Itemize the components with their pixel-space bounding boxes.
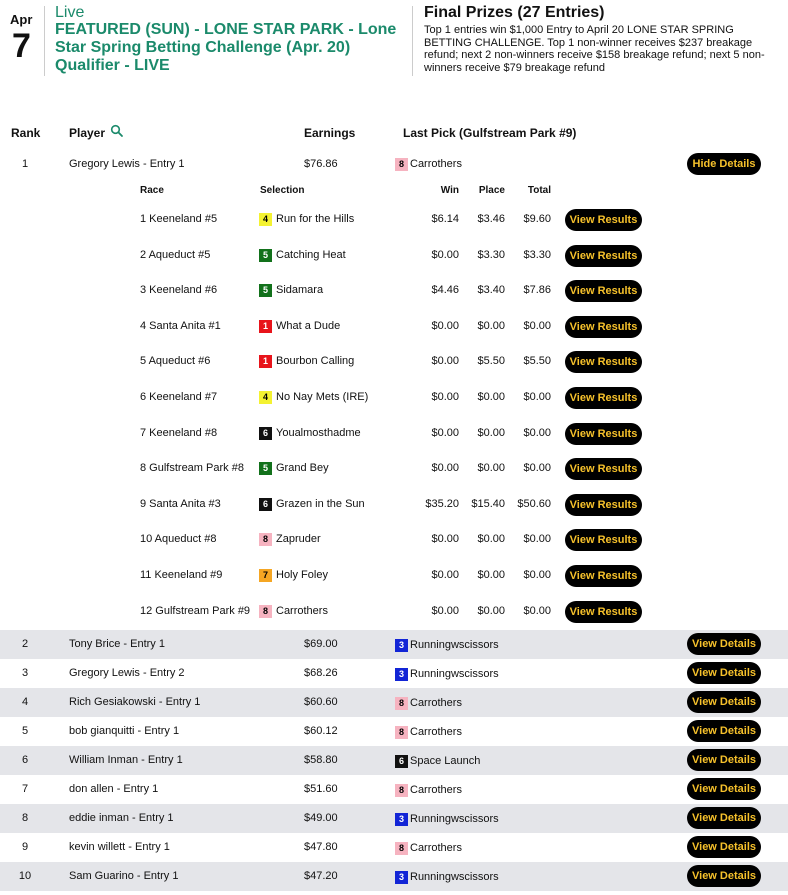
rank-value: 1 <box>21 158 29 170</box>
view-results-button[interactable]: View Results <box>565 565 642 587</box>
rank-value: 6 <box>21 754 29 766</box>
pick-row <box>0 558 788 594</box>
earnings-value: $60.60 <box>304 696 338 708</box>
view-details-button[interactable]: View Details <box>687 807 761 829</box>
rank-value: 8 <box>21 812 29 824</box>
saddle-number: 8 <box>259 533 272 546</box>
horse-name: Grazen in the Sun <box>276 497 365 510</box>
saddle-number: 3 <box>395 639 408 652</box>
place-value: $15.40 <box>471 497 505 510</box>
player-name: Sam Guarino - Entry 1 <box>69 870 179 882</box>
total-value: $5.50 <box>523 355 551 368</box>
win-value: $0.00 <box>431 462 459 475</box>
rank-value: 9 <box>21 841 29 853</box>
total-value: $7.86 <box>523 284 551 297</box>
pick-row <box>0 202 788 238</box>
leaderboard-row <box>0 862 788 891</box>
view-details-button[interactable]: View Details <box>687 778 761 800</box>
saddle-number: 4 <box>259 213 272 226</box>
rank-value: 2 <box>21 638 29 650</box>
leaderboard-row <box>0 717 788 746</box>
win-value: $0.00 <box>431 355 459 368</box>
leaderboard-row <box>0 746 788 775</box>
win-value: $0.00 <box>431 319 459 332</box>
place-value: $0.00 <box>477 426 505 439</box>
earnings-value: $49.00 <box>304 812 338 824</box>
earnings-value: $68.26 <box>304 667 338 679</box>
place-value: $3.30 <box>477 248 505 261</box>
saddle-number: 8 <box>395 842 408 855</box>
view-results-button[interactable]: View Results <box>565 245 642 267</box>
race-name: 9 Santa Anita #3 <box>140 497 221 510</box>
view-results-button[interactable]: View Results <box>565 351 642 373</box>
pick-row <box>0 522 788 558</box>
total-value: $0.00 <box>523 604 551 617</box>
saddle-number: 5 <box>259 284 272 297</box>
place-value: $0.00 <box>477 533 505 546</box>
total-value: $0.00 <box>523 426 551 439</box>
earnings-value: $47.20 <box>304 870 338 882</box>
win-value: $0.00 <box>431 426 459 439</box>
view-details-button[interactable]: View Details <box>687 633 761 655</box>
view-results-button[interactable]: View Results <box>565 280 642 302</box>
view-results-button[interactable]: View Results <box>565 458 642 480</box>
total-value: $9.60 <box>523 213 551 225</box>
total-value: $50.60 <box>517 497 551 510</box>
horse-name: Run for the Hills <box>276 213 355 225</box>
place-column-header: Place <box>478 185 505 196</box>
place-value: $0.00 <box>477 319 505 332</box>
saddle-number: 8 <box>395 784 408 797</box>
horse-name: Bourbon Calling <box>276 355 355 368</box>
player-name: eddie inman - Entry 1 <box>69 812 174 824</box>
saddle-number: 7 <box>259 569 272 582</box>
pick-row <box>0 344 788 380</box>
horse-name: No Nay Mets (IRE) <box>276 391 369 403</box>
earnings-column-header: Earnings <box>304 126 356 140</box>
player-name: don allen - Entry 1 <box>69 783 159 795</box>
rank-value: 3 <box>21 667 29 679</box>
saddle-number: 1 <box>259 320 272 333</box>
pick-row <box>0 380 788 416</box>
view-details-button[interactable]: View Details <box>687 691 761 713</box>
saddle-number: 8 <box>395 697 408 710</box>
place-value: $0.00 <box>477 462 505 475</box>
total-value: $0.00 <box>523 462 551 475</box>
horse-name: Carrothers <box>410 158 462 170</box>
divider <box>44 6 45 76</box>
win-value: $6.14 <box>431 213 459 225</box>
contest-header <box>0 0 788 80</box>
player-name: kevin willett - Entry 1 <box>69 841 170 853</box>
leaderboard-row <box>0 688 788 717</box>
saddle-number: 6 <box>259 498 272 511</box>
race-name: 7 Keeneland #8 <box>140 426 218 439</box>
horse-name: Runningwscissors <box>410 639 499 651</box>
horse-name: Sidamara <box>276 284 324 297</box>
date-month: Apr <box>10 12 33 27</box>
total-value: $0.00 <box>523 569 551 581</box>
horse-name: Carrothers <box>410 784 462 796</box>
earnings-value: $69.00 <box>304 638 338 650</box>
player-column-header: Player <box>69 126 106 140</box>
horse-name: What a Dude <box>276 319 341 332</box>
place-value: $5.50 <box>477 355 505 368</box>
earnings-value: $60.12 <box>304 725 338 737</box>
total-value: $0.00 <box>523 319 551 332</box>
pick-row <box>0 594 788 630</box>
race-name: 12 Gulfstream Park #9 <box>140 604 251 617</box>
race-name: 2 Aqueduct #5 <box>140 248 211 261</box>
place-value: $0.00 <box>477 604 505 617</box>
race-name: 3 Keeneland #6 <box>140 284 218 297</box>
view-results-button[interactable]: View Results <box>565 494 642 516</box>
race-column-header: Race <box>140 185 164 196</box>
pick-row <box>0 487 788 523</box>
saddle-number: 1 <box>259 355 272 368</box>
earnings-value: $76.86 <box>304 158 338 170</box>
search-icon[interactable] <box>110 124 124 138</box>
saddle-number: 6 <box>395 755 408 768</box>
win-value: $0.00 <box>431 604 459 617</box>
leaderboard-row-expanded <box>0 150 788 178</box>
prizes-title: Final Prizes (27 Entries) <box>424 4 605 21</box>
horse-name: Youalmosthadme <box>276 426 361 439</box>
horse-name: Runningwscissors <box>410 668 499 680</box>
win-value: $0.00 <box>431 533 459 546</box>
saddle-number: 3 <box>395 871 408 884</box>
win-column-header: Win <box>440 185 459 196</box>
total-column-header: Total <box>527 185 551 196</box>
win-value: $35.20 <box>425 497 459 510</box>
selection-column-header: Selection <box>260 185 305 196</box>
race-name: 8 Gulfstream Park #8 <box>140 462 244 475</box>
hide-details-button[interactable]: Hide Details <box>687 153 761 175</box>
pick-row <box>0 416 788 452</box>
last-pick-column-header: Last Pick (Gulfstream Park #9) <box>403 126 577 140</box>
view-results-button[interactable]: View Results <box>565 316 642 338</box>
race-name: 1 Keeneland #5 <box>140 213 218 225</box>
earnings-value: $58.80 <box>304 754 338 766</box>
horse-name: Space Launch <box>410 755 481 767</box>
horse-name: Catching Heat <box>276 248 346 261</box>
race-name: 5 Aqueduct #6 <box>140 355 211 368</box>
view-results-button[interactable]: View Results <box>565 209 642 231</box>
view-results-button[interactable]: View Results <box>565 387 642 409</box>
pick-row <box>0 238 788 274</box>
race-name: 11 Keeneland #9 <box>140 569 223 581</box>
player-name: Gregory Lewis - Entry 1 <box>69 158 185 170</box>
place-value: $3.46 <box>477 213 505 225</box>
total-value: $3.30 <box>523 248 551 261</box>
divider <box>412 6 413 76</box>
pick-row <box>0 273 788 309</box>
horse-name: Zapruder <box>276 533 321 546</box>
player-name: Rich Gesiakowski - Entry 1 <box>69 696 201 708</box>
win-value: $0.00 <box>431 569 459 581</box>
view-details-button[interactable]: View Details <box>687 836 761 858</box>
leaderboard-row <box>0 630 788 659</box>
earnings-value: $47.80 <box>304 841 338 853</box>
race-name: 6 Keeneland #7 <box>140 391 218 403</box>
leaderboard-row <box>0 804 788 833</box>
player-name: Gregory Lewis - Entry 2 <box>69 667 185 679</box>
leaderboard-row <box>0 659 788 688</box>
rank-value: 5 <box>21 725 29 737</box>
live-status: Live <box>55 4 85 21</box>
saddle-number: 3 <box>395 813 408 826</box>
rank-column-header: Rank <box>11 126 41 140</box>
horse-name: Carrothers <box>276 604 328 617</box>
view-results-button[interactable]: View Results <box>565 601 642 623</box>
place-value: $0.00 <box>477 391 505 403</box>
horse-name: Holy Foley <box>276 569 328 581</box>
saddle-number: 8 <box>395 726 408 739</box>
place-value: $3.40 <box>477 284 505 297</box>
horse-name: Carrothers <box>410 842 462 854</box>
view-details-button[interactable]: View Details <box>687 720 761 742</box>
saddle-number: 8 <box>395 158 408 171</box>
view-details-button[interactable]: View Details <box>687 662 761 684</box>
place-value: $0.00 <box>477 569 505 581</box>
view-results-button[interactable]: View Results <box>565 529 642 551</box>
horse-name: Runningwscissors <box>410 871 499 883</box>
horse-name: Runningwscissors <box>410 813 499 825</box>
earnings-value: $51.60 <box>304 783 338 795</box>
win-value: $0.00 <box>431 391 459 403</box>
race-name: 4 Santa Anita #1 <box>140 319 221 332</box>
win-value: $4.46 <box>431 284 459 297</box>
horse-name: Grand Bey <box>276 462 329 475</box>
pick-row <box>0 309 788 345</box>
saddle-number: 3 <box>395 668 408 681</box>
rank-value: 7 <box>21 783 29 795</box>
saddle-number: 5 <box>259 462 272 475</box>
race-name: 10 Aqueduct #8 <box>140 533 217 546</box>
date-day: 7 <box>12 27 31 65</box>
view-results-button[interactable]: View Results <box>565 423 642 445</box>
horse-name: Carrothers <box>410 697 462 709</box>
player-name: William Inman - Entry 1 <box>69 754 183 766</box>
contest-title: FEATURED (SUN) - LONE STAR PARK - Lone Star Spring Betting Challenge (Apr. 20) Qualifier - LIVE <box>55 21 397 74</box>
prizes-description: Top 1 entries win $1,000 Entry to April 20 LONE STAR SPRING BETTING CHALLENGE. Top 1 non-winner receives $237 breakage refund; next 2 non-winners receive $158 breakage refund; next 5 non-winners receive $79 breakage refund <box>424 24 765 74</box>
view-details-button[interactable]: View Details <box>687 749 761 771</box>
rank-value: 10 <box>18 870 32 882</box>
pick-row <box>0 451 788 487</box>
total-value: $0.00 <box>523 391 551 403</box>
horse-name: Carrothers <box>410 726 462 738</box>
total-value: $0.00 <box>523 533 551 546</box>
saddle-number: 5 <box>259 249 272 262</box>
saddle-number: 4 <box>259 391 272 404</box>
player-name: bob gianquitti - Entry 1 <box>69 725 180 737</box>
saddle-number: 6 <box>259 427 272 440</box>
player-name: Tony Brice - Entry 1 <box>69 638 165 650</box>
view-details-button[interactable]: View Details <box>687 865 761 887</box>
rank-value: 4 <box>21 696 29 708</box>
leaderboard-row <box>0 775 788 804</box>
win-value: $0.00 <box>431 248 459 261</box>
leaderboard-row <box>0 833 788 862</box>
saddle-number: 8 <box>259 605 272 618</box>
